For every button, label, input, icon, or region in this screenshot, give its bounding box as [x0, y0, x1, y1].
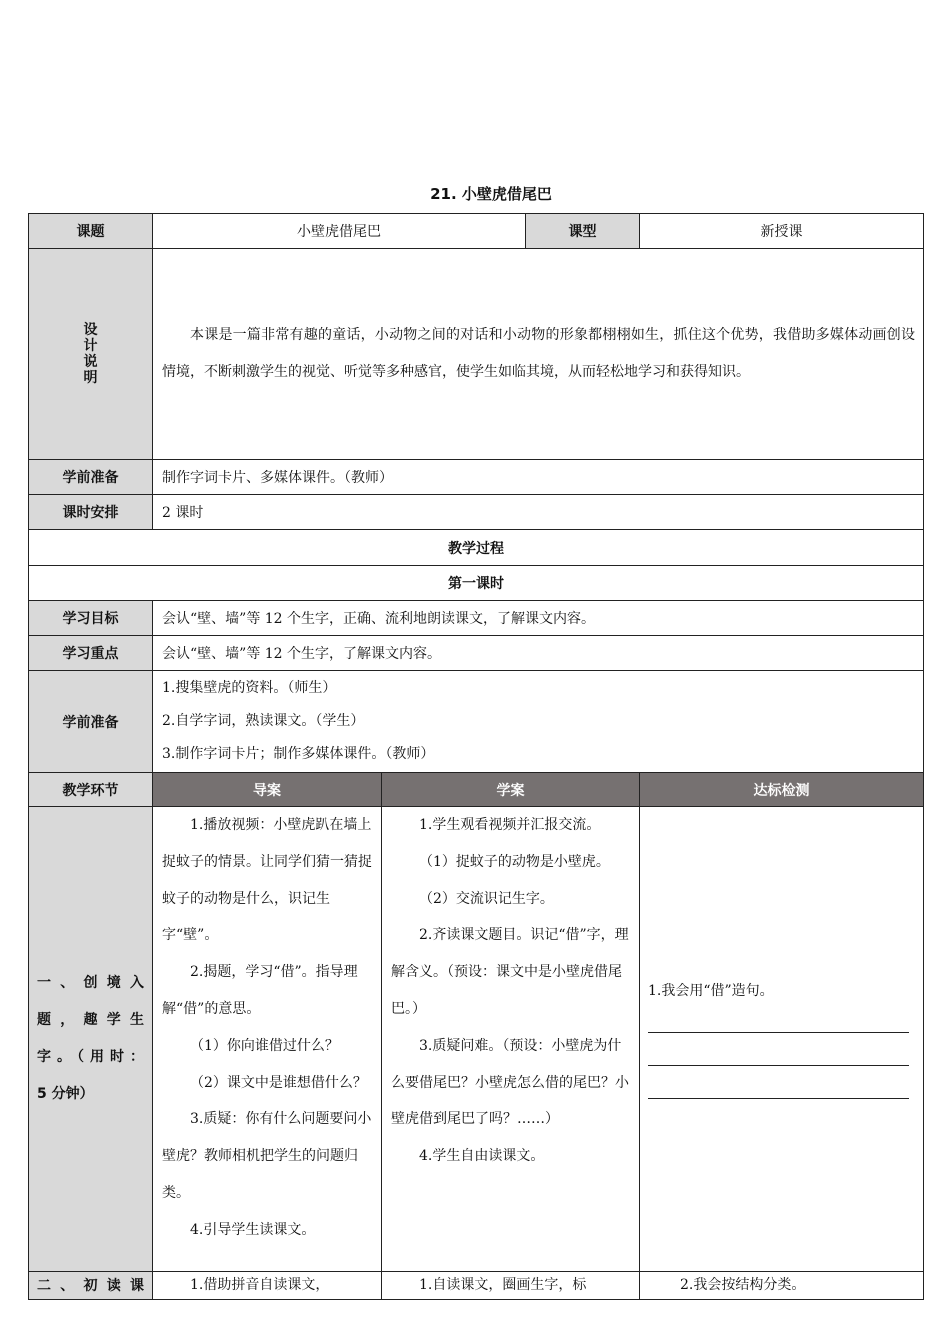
goal-value: 会认“壁、墙”等 12 个生字，正确、流利地朗读课文，了解课文内容。	[153, 601, 924, 636]
stage1-check-cell	[640, 807, 924, 1272]
stage1-check-text: 1.我会用“借”造句。	[648, 982, 774, 999]
process-title-row	[29, 530, 924, 566]
stage1-study-cell	[382, 807, 640, 1272]
stage1-guide-item: 4.引导学生读课文。	[190, 1221, 316, 1238]
lesson-title-row	[29, 566, 924, 601]
stage1-study-item: 1.学生观看视频并汇报交流。	[419, 817, 601, 833]
stage2-row	[29, 1272, 924, 1300]
prep2-item: 3.制作字词卡片；制作多媒体课件。（教师）	[162, 746, 435, 762]
lesson-plan-table	[28, 213, 924, 1300]
stage1-study-item: （1）捉蚊子的动物是小壁虎。	[419, 853, 610, 870]
stage2-study-cell	[382, 1272, 640, 1300]
design-row	[29, 249, 924, 460]
stage1-row	[29, 807, 924, 1272]
col-stage-header: 教学环节	[29, 773, 153, 807]
header-row	[29, 214, 924, 249]
stage1-name-line: 一、创境入	[37, 975, 144, 991]
prep2-item: 1.搜集壁虎的资料。（师生）	[162, 680, 337, 696]
col-guide-header: 导案	[153, 773, 382, 807]
stage2-name-cell	[29, 1272, 153, 1300]
col-study-header: 学案	[382, 773, 640, 807]
col-check-header: 达标检测	[640, 773, 924, 807]
prep2-row	[29, 671, 924, 773]
focus-row	[29, 636, 924, 671]
stage1-guide-item: 1.播放视频：小壁虎趴在墙上捉蚊子的情景。让同学们猜一猜捉蚊子的动物是什么，识记生字“壁”。	[162, 817, 372, 944]
schedule-row	[29, 495, 924, 530]
stage1-guide-item: 3.质疑：你有什么问题要问小壁虎？教师相机把学生的问题归类。	[162, 1111, 372, 1201]
focus-label: 学习重点	[29, 636, 153, 671]
prep-value: 制作字词卡片、多媒体课件。（教师）	[153, 460, 924, 495]
stage1-study-item: 4.学生自由读课文。	[419, 1148, 545, 1165]
design-text-cell	[153, 249, 924, 460]
stage1-guide-item: 2.揭题，学习“借”。指导理解“借”的意思。	[162, 964, 358, 1017]
answer-line	[648, 1032, 909, 1033]
stage2-check: 2.我会按结构分类。	[680, 1277, 806, 1293]
stage1-name-cell	[29, 807, 153, 1272]
stage1-study-item: （2）交流识记生字。	[419, 890, 554, 907]
process-title: 教学过程	[29, 530, 924, 566]
topic-label: 课题	[29, 214, 153, 249]
goal-label: 学习目标	[29, 601, 153, 636]
design-label: 设计说明	[83, 322, 98, 386]
stage2-name: 二、初读课	[37, 1277, 144, 1294]
stage2-study: 1.自读课文，圈画生字，标	[419, 1277, 587, 1293]
stage2-guide: 1.借助拼音自读课文，	[190, 1277, 330, 1293]
prep2-item: 2.自学字词，熟读课文。（学生）	[162, 713, 365, 729]
stage1-name-line: 字。（用时：	[37, 1049, 144, 1065]
stage1-guide-item: （2）课文中是谁想借什么？	[190, 1074, 367, 1091]
schedule-value: 2 课时	[153, 495, 924, 530]
document-title: 21. 小壁虎借尾巴	[430, 185, 552, 203]
stage2-check-cell	[640, 1272, 924, 1300]
design-text: 本课是一篇非常有趣的童话，小动物之间的对话和小动物的形象都栩栩如生，抓住这个优势，我借助多媒体动画创设情境，不断刺激学生的视觉、听觉等多种感官，使学生如临其境，从而轻松地学习和获得知识。	[162, 327, 915, 380]
stage1-guide-cell	[153, 807, 382, 1272]
goal-row	[29, 601, 924, 636]
design-label-cell	[29, 249, 153, 460]
prep2-list	[153, 671, 924, 773]
type-label: 课型	[526, 214, 640, 249]
stage2-guide-cell	[153, 1272, 382, 1300]
lesson-title: 第一课时	[29, 566, 924, 601]
answer-line	[648, 1098, 909, 1099]
topic-value: 小壁虎借尾巴	[153, 214, 526, 249]
stage1-guide-item: （1）你向谁借过什么？	[190, 1037, 339, 1054]
prep2-label: 学前准备	[29, 671, 153, 773]
prep-row	[29, 460, 924, 495]
prep-label: 学前准备	[29, 460, 153, 495]
focus-value: 会认“壁、墙”等 12 个生字，了解课文内容。	[153, 636, 924, 671]
stage1-name-line: 题，趣学生	[37, 1012, 144, 1028]
schedule-label: 课时安排	[29, 495, 153, 530]
stage1-study-item: 3.质疑问难。（预设：小壁虎为什么要借尾巴？小壁虎怎么借的尾巴？小壁虎借到尾巴了吗？……）	[391, 1037, 629, 1128]
stage1-study-item: 2.齐读课文题目。识记“借”字，理解含义。（预设：课文中是小壁虎借尾巴。）	[391, 927, 629, 1017]
column-header-row	[29, 773, 924, 807]
type-value: 新授课	[640, 214, 924, 249]
stage1-name-line: 5 分钟）	[37, 1086, 94, 1102]
answer-line	[648, 1065, 909, 1066]
